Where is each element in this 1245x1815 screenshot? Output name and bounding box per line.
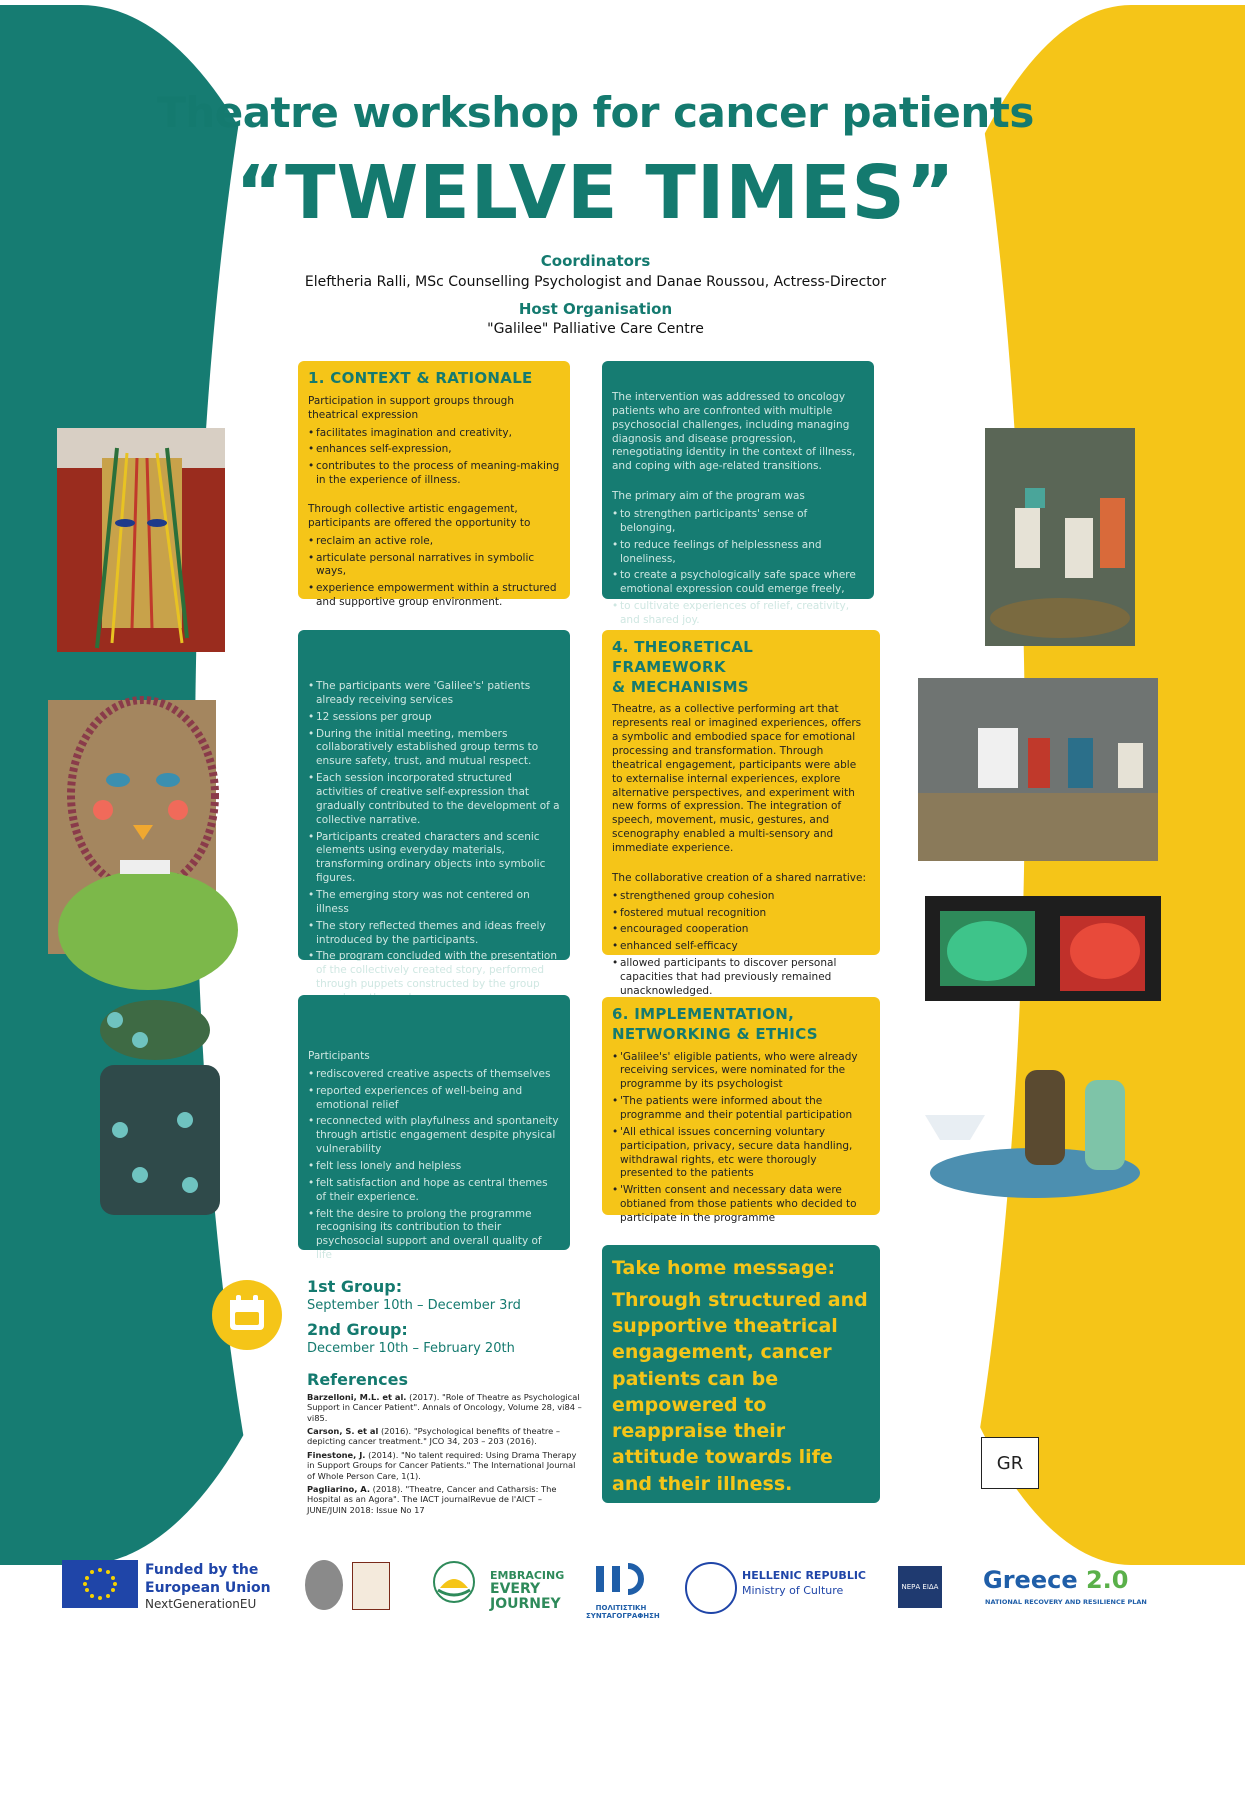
greece-2-logo: Greece 2.0 [983,1566,1129,1594]
list-item: • rediscovered creative aspects of themselves [308,1068,560,1082]
panel-title-line1: 6. IMPLEMENTATION, [612,1005,795,1023]
calendar-icon [212,1280,282,1350]
list-item: • to create a psychologically safe space where emotional expression could emerge freely, [612,569,864,597]
list-item: • The emerging story was not centered on illness [308,889,560,917]
greece-2-subtitle: NATIONAL RECOVERY AND RESILIENCE PLAN [985,1598,1147,1606]
bullet-list [612,890,870,999]
artwork-face-ribbons [57,428,225,652]
list-item: • strengthened group cohesion [612,890,870,904]
panel-theoretical-framework [602,630,880,997]
take-home-box [602,1245,880,1503]
group1-dates: September 10th – December 3rd [307,1298,521,1313]
panel-intro: The intervention was addressed to oncology patients who are confronted with multiple psychosocial challenges, including managing diagnosis and disease progression, renegotiating identity in the context of illness, and coping with age-related transitions. [612,391,856,473]
coordinators-label: Coordinators [540,252,651,270]
list-item: • enhances self-expression, [308,443,560,457]
list-item: • fostered mutual recognition [612,907,870,921]
references-title: References [307,1370,408,1389]
list-item: • Participants created characters and scenic elements using everyday materials, transforming ordinary objects into symbolic figures. [308,831,560,886]
panel-title: 1. CONTEXT & RATIONALE [308,369,533,387]
politistiki-text: ΠΟΛΙΤΙΣΤΙΚΗ ΣΥΝΤΑΓΟΓΡΑΦΗΣΗ [586,1604,660,1620]
title-line1: Theatre workshop for cancer patients [157,88,1034,137]
panel-intro-2: Through collective artistic engagement, participants are offered the opportunity to [308,502,531,529]
eppsy-logo-icon [352,1562,390,1610]
gr-badge: GR [981,1437,1039,1489]
logos-bar [0,1560,1191,1640]
list-item: • articulate personal narratives in symbolic ways, [308,552,560,580]
panel-intervention [602,361,874,627]
bullet-list [308,1068,560,1263]
panel-context-rationale [298,361,570,609]
eu-flag-icon [62,1560,138,1608]
list-item: • encouraged cooperation [612,923,870,937]
list-item: • 'The patients were informed about the programme and their potential participation [612,1095,870,1123]
nera-logo: ΝΕΡΑ ΕΙΔΑ [898,1566,942,1608]
list-item: • experience empowerment within a structured and supportive group environment. [308,582,560,610]
galilee-logo-icon [432,1560,476,1612]
list-item: • The participants were 'Galilee's' patients already receiving services [308,680,560,708]
list-item: • to strengthen participants' sense of belonging, [612,508,864,536]
reference-item: Finestone, J. (2014). "No talent required: Using Drama Therapy in Support Groups for Cancer Patients." The International Journal of Whole Person Care, 1(1). [307,1449,577,1481]
list-item: • During the initial meeting, members collaboratively established group terms to ensure safety, trust, and mutual respect. [308,728,560,770]
list-item: • felt satisfaction and hope as central themes of their experience. [308,1177,560,1205]
photo-shadow-theatre [925,896,1161,1001]
title-line2: “TWELVE TIMES” [235,150,956,236]
embracing-journey-text: EMBRACING EVERY JOURNEY [490,1569,565,1613]
references-list [307,1392,582,1518]
list-item: • enhanced self-efficacy [612,940,870,954]
take-home-title: Take home message: [612,1257,836,1279]
panel-text: Theatre, as a collective performing art that represents real or imagined experiences, offers a symbolic and embodied space for emotional processing and transformation. Through theatrical engagement, participants were able to externalise internal experiences, explore alternative perspectives, and experiment with new forms of expression. The integration of speech, movement, music, gestures, and scenography enabled a multi-sensory and immediate experience. [612,703,862,854]
panel-title [612,1005,870,1045]
photo-puppet-stage [918,678,1158,861]
panel-implementation-ethics [602,997,880,1225]
artwork-face-curly [48,700,216,954]
reference-item: Barzelloni, M.L. et al. (2017). "Role of Theatre as Psychological Support in Cancer Patient". Annals of Oncology, Volume 28, vi84 – vi85. [307,1392,582,1423]
bullet-list [308,427,560,488]
group2-label: 2nd Group: [307,1320,408,1339]
host-label: Host Organisation [518,300,673,318]
eu-funding-text: Funded by the European Union NextGenerationEU [145,1562,271,1611]
host-name: "Galilee" Palliative Care Centre [487,321,704,337]
list-item: • facilitates imagination and creativity, [308,427,560,441]
list-item: • to cultivate experiences of relief, creativity, and shared joy. [612,600,864,628]
panel-methodology [298,630,570,991]
reference-item: Carson, S. et al (2016). "Psychological benefits of theatre – depicting cancer treatment." JCO 34, 203 – 203 (2016). [307,1426,561,1447]
list-item: • reconnected with playfulness and spontaneity through artistic engagement despite physical vulnerability [308,1115,560,1157]
list-item: • The story reflected themes and ideas freely introduced by the participants. [308,920,560,948]
panel-intro: Participants [308,1050,370,1062]
list-item: • felt the desire to prolong the programme recognising its contribution to their psychosocial support and overall quality of life [308,1208,560,1263]
reference-item: Pagliarino, A. (2018). "Theatre, Cancer and Catharsis: The Hospital as an Agora". The IACT journalRevue de l'AICT – JUNE/JUIN 2018: Issue No 17 [307,1483,557,1515]
group2-dates: December 10th – February 20th [307,1341,515,1356]
coordinators-names: Eleftheria Ralli, MSc Counselling Psychologist and Danae Roussou, Actress-Director [304,274,887,290]
list-item: • reported experiences of well-being and emotional relief [308,1085,560,1113]
panel-title-line2: & MECHANISMS [612,677,749,696]
list-item: • reclaim an active role, [308,535,560,549]
group1-label: 1st Group: [307,1277,403,1296]
hellenic-ministry-text: HELLENIC REPUBLIC Ministry of Culture [742,1569,866,1598]
bullet-list [308,535,560,610]
panel-intro-2: The collaborative creation of a shared narrative: [612,871,866,884]
politistiki-logo-icon [592,1560,644,1600]
list-item: • The program concluded with the presentation of the collectively created story, performed through puppets constructed by the group [308,950,560,1005]
list-item: • felt less lonely and helpless [308,1160,560,1174]
panel-title [612,638,870,697]
panel-intro-2: The primary aim of the program was [612,490,805,503]
photo-puppets-bowl [915,1055,1160,1203]
panel-intro: Participation in support groups through theatrical expression [308,394,515,421]
take-home-text: Through structured and supportive theatrical engagement, cancer patients can be empowered to reappraise their attitude towards life and their illness. [612,1289,868,1495]
list-item: • 12 sessions per group [308,711,560,725]
list-item: • allowed participants to discover personal capacities that had previously remained unacknowledged. [612,957,870,999]
artwork-figure-flowers [80,990,240,1220]
photo-puppets-hands [985,428,1135,646]
bullet-list [308,680,560,1006]
list-item: • contributes to the process of meaning-making in the experience of illness. [308,460,560,488]
list-item: • Each session incorporated structured activities of creative self-expression that gradually contributed to the development of a collective narrative. [308,772,560,827]
bullet-list [612,508,864,628]
list-item: • 'All ethical issues concerning voluntary participation, privacy, secure data handling, withdrawal rights, etc were thorougly presented to the patients [612,1126,870,1181]
hellenic-emblem-icon [685,1562,737,1614]
panel-outcomes [298,995,570,1262]
bullet-list [612,1051,870,1226]
athena-logo-icon [305,1560,343,1610]
panel-title-line2: NETWORKING & ETHICS [612,1024,818,1043]
list-item: • 'Written consent and necessary data were obtianed from those patients who decided to participate in the programme [612,1184,870,1226]
panel-title-line1: 4. THEORETICAL FRAMEWORK [612,638,754,676]
list-item: • 'Galilee's' eligible patients, who were already receiving services, were nominated for the programme by its psychologist [612,1051,870,1093]
list-item: • to reduce feelings of helplessness and loneliness, [612,539,864,567]
